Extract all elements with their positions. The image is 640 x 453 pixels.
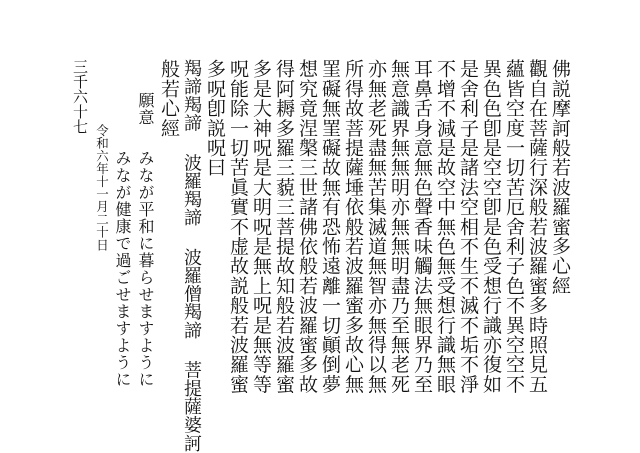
prayer-date: 令和六年十一月二十日 [94,124,110,251]
sutra-closing-title: 般若心經 [158,59,180,138]
sutra-column: 是舍利子是諸法空相不生不滅不垢不淨 [457,59,479,394]
sutra-column: 多呪卽説呪曰 [204,59,226,178]
prayer-label: 願意 [136,92,155,126]
sutra-column: 觀自在菩薩行深般若波羅蜜多時照見五 [526,59,548,394]
sutra-column: 無意識界無無明亦無無明盡乃至無老死 [388,59,410,394]
copy-count: 三千六十七 [71,59,89,134]
prayer-line: みなが平和に暮らせますように [136,150,155,388]
sutra-column: 多是大神呪是大明呪是無上呪是無等等 [250,59,272,394]
sutra-column: 所得故菩提薩埵依般若波羅蜜多故心無 [342,59,364,394]
sutra-column: 異色色卽是空空卽是色受想行識亦復如 [480,59,502,394]
sutra-mantra: 羯諦羯諦 波羅羯諦 波羅僧羯諦 菩提薩婆訶 [181,59,202,453]
sutra-column: 呪能除一切苦眞實不虚故説般若波羅蜜 [227,59,249,394]
sutra-title: 佛説摩訶般若波羅蜜多心經 [549,59,571,296]
prayer-line: みなが健康で過ごせますように [113,150,132,388]
sutra-column: 得阿耨多羅三藐三菩提故知般若波羅蜜 [273,59,295,394]
sutra-column: 亦無老死盡無苦集滅道無智亦無得以無 [365,59,387,394]
sutra-column: 罣礙無罣礙故無有恐怖遠離一切顚倒夢 [319,59,341,394]
sutra-column: 不增不減是故空中無色無受想行識無眼 [434,59,456,394]
sutra-column: 想究竟涅槃三世諸佛依般若波羅蜜多故 [296,59,318,394]
sutra-column: 蘊皆空度一切苦厄舍利子色不異空空不 [503,59,525,394]
sutra-column: 耳鼻舌身意無色聲香味觸法無眼界乃至 [411,59,433,394]
